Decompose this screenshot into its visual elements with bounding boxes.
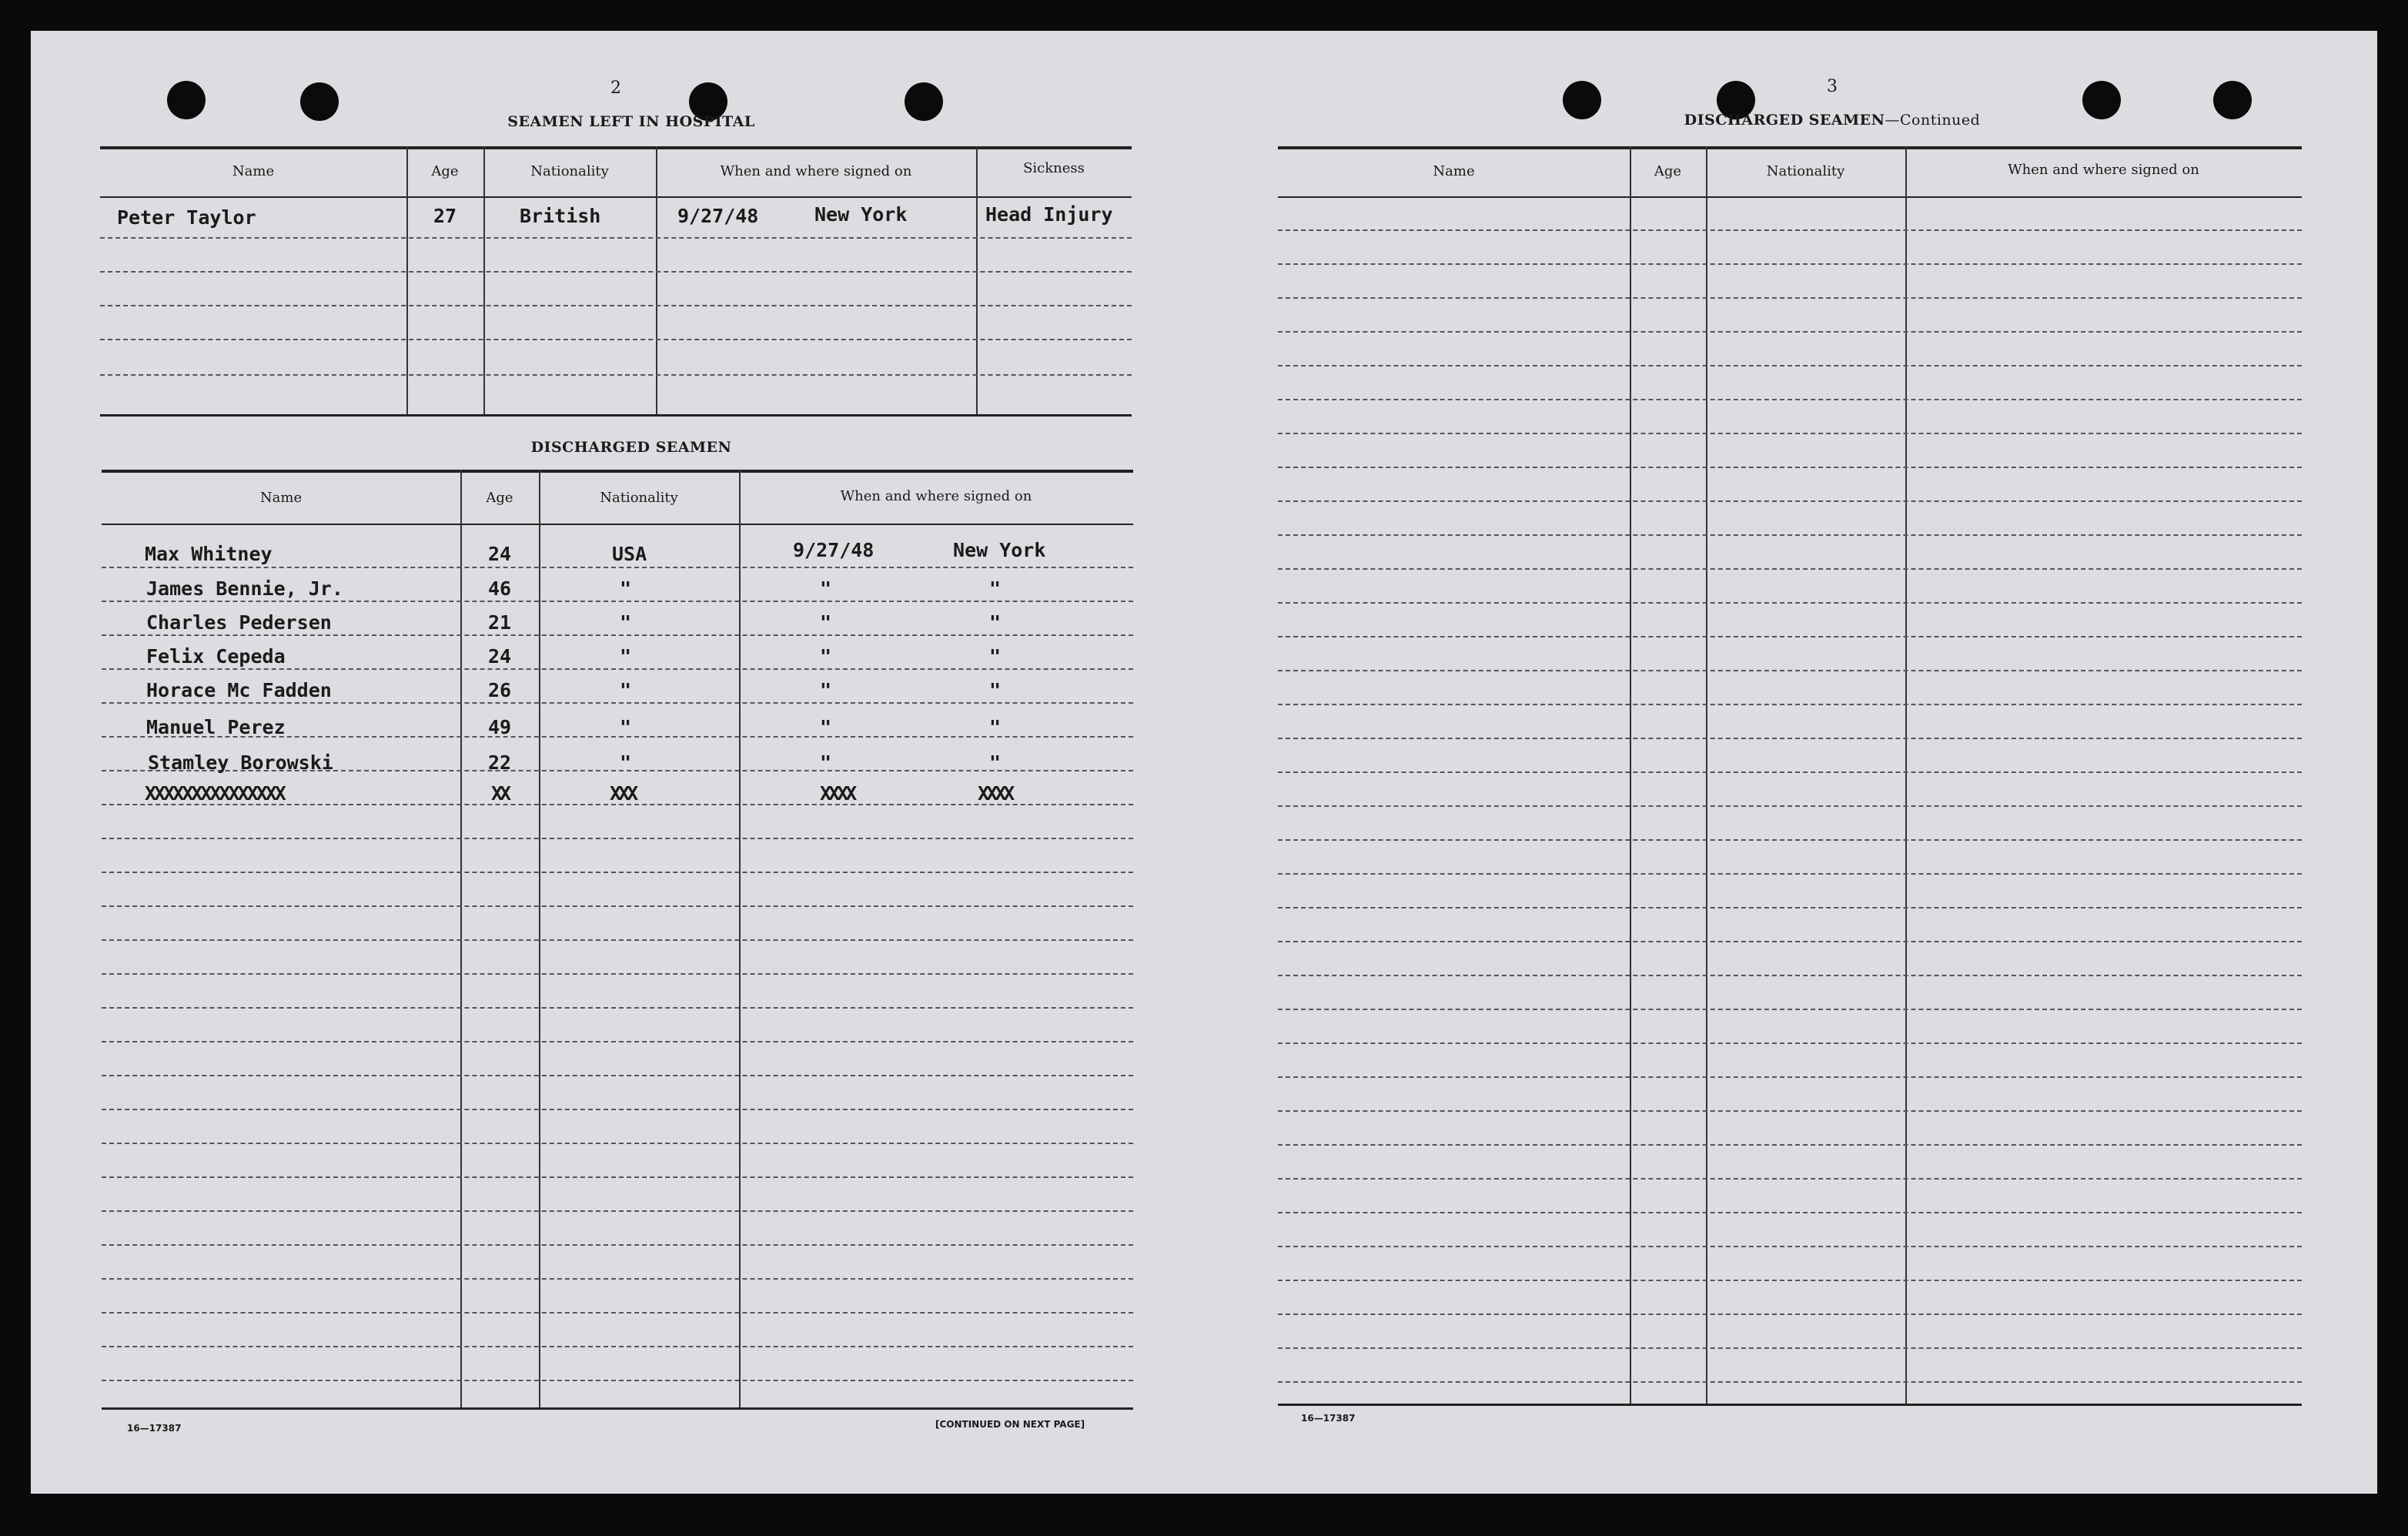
signed-on-place: " — [989, 577, 1002, 600]
hospital-section-title: SEAMEN LEFT IN HOSPITAL — [507, 113, 755, 130]
seaman-age: 21 — [487, 611, 512, 634]
column-header-age: Age — [486, 490, 513, 506]
signed-on-date: 9/27/48 — [677, 205, 759, 227]
seaman-nationality: British — [520, 205, 601, 227]
seaman-name: Max Whitney — [145, 543, 273, 565]
discharged-continued-title — [1617, 112, 2048, 129]
column-header-signed-on: When and where signed on — [720, 163, 912, 179]
seaman-age: 24 — [487, 645, 512, 668]
section-title-continued: —Continued — [1885, 112, 1981, 129]
seaman-name: Stamley Borowski — [148, 751, 333, 774]
column-header-name: Name — [259, 490, 303, 506]
section-title-main: DISCHARGED SEAMEN — [1684, 112, 1885, 129]
column-header-sickness: Sickness — [1023, 160, 1085, 176]
seaman-age: 49 — [487, 716, 512, 738]
column-header-nationality: Nationality — [1766, 163, 1845, 179]
signed-on-place: " — [989, 751, 1002, 774]
signed-on-place: " — [989, 611, 1002, 634]
column-header-nationality: Nationality — [600, 490, 678, 506]
signed-on-date: " — [820, 611, 832, 634]
seaman-age: 24 — [487, 543, 512, 565]
column-header-name: Name — [232, 163, 275, 179]
seaman-nationality: " — [620, 751, 632, 774]
seaman-name: Peter Taylor — [117, 206, 256, 229]
seaman-age: 22 — [487, 751, 512, 774]
seaman-nationality: USA — [612, 543, 647, 565]
signed-on-place: New York — [814, 203, 908, 226]
column-header-name: Name — [1433, 163, 1475, 179]
seaman-nationality: " — [620, 577, 632, 600]
column-header-age: Age — [431, 163, 459, 179]
seaman-nationality: " — [620, 716, 632, 738]
seaman-name: Felix Cepeda — [146, 645, 286, 668]
column-header-age: Age — [1654, 163, 1682, 179]
column-header-signed-on: When and where signed on — [2008, 162, 2199, 178]
signed-on-date: " — [820, 645, 832, 668]
seaman-age: 46 — [487, 577, 512, 600]
signed-on-date: " — [820, 577, 832, 600]
form-number: 16—17387 — [1301, 1413, 1356, 1424]
seaman-age: 26 — [487, 679, 512, 701]
seaman-age: 27 — [433, 205, 457, 227]
discharged-section-title: DISCHARGED SEAMEN — [530, 439, 732, 456]
struck-out-date: XXXX — [820, 782, 855, 805]
sickness: Head Injury — [985, 203, 1113, 226]
seaman-nationality: " — [620, 679, 632, 701]
seaman-name: Horace Mc Fadden — [146, 679, 332, 701]
signed-on-place: " — [989, 716, 1002, 738]
page-number: 3 — [1827, 77, 1838, 96]
column-header-signed-on: When and where signed on — [840, 488, 1032, 504]
struck-out-age: XX — [490, 782, 509, 805]
form-number: 16—17387 — [127, 1423, 182, 1434]
struck-out-nationality: XXX — [610, 782, 636, 805]
signed-on-date: " — [820, 679, 832, 701]
signed-on-date: " — [820, 751, 832, 774]
seaman-name: Charles Pedersen — [146, 611, 332, 634]
page-number: 2 — [610, 79, 621, 98]
right-page — [1201, 31, 2377, 1494]
signed-on-date: " — [820, 716, 832, 738]
seaman-nationality: " — [620, 645, 632, 668]
column-header-nationality: Nationality — [530, 163, 609, 179]
continued-note: [CONTINUED ON NEXT PAGE] — [935, 1419, 1085, 1430]
struck-out-name: XXXXXXXXXXXXXXX — [145, 782, 284, 805]
seaman-name: James Bennie, Jr. — [146, 577, 343, 600]
left-page — [31, 31, 1201, 1494]
signed-on-date: 9/27/48 — [793, 539, 875, 561]
signed-on-place: " — [989, 645, 1002, 668]
seaman-nationality: " — [620, 611, 632, 634]
signed-on-place: New York — [953, 539, 1046, 561]
signed-on-place: " — [989, 679, 1002, 701]
document-sheet — [31, 31, 2377, 1494]
struck-out-place: XXXX — [978, 782, 1012, 805]
seaman-name: Manuel Perez — [146, 716, 286, 738]
